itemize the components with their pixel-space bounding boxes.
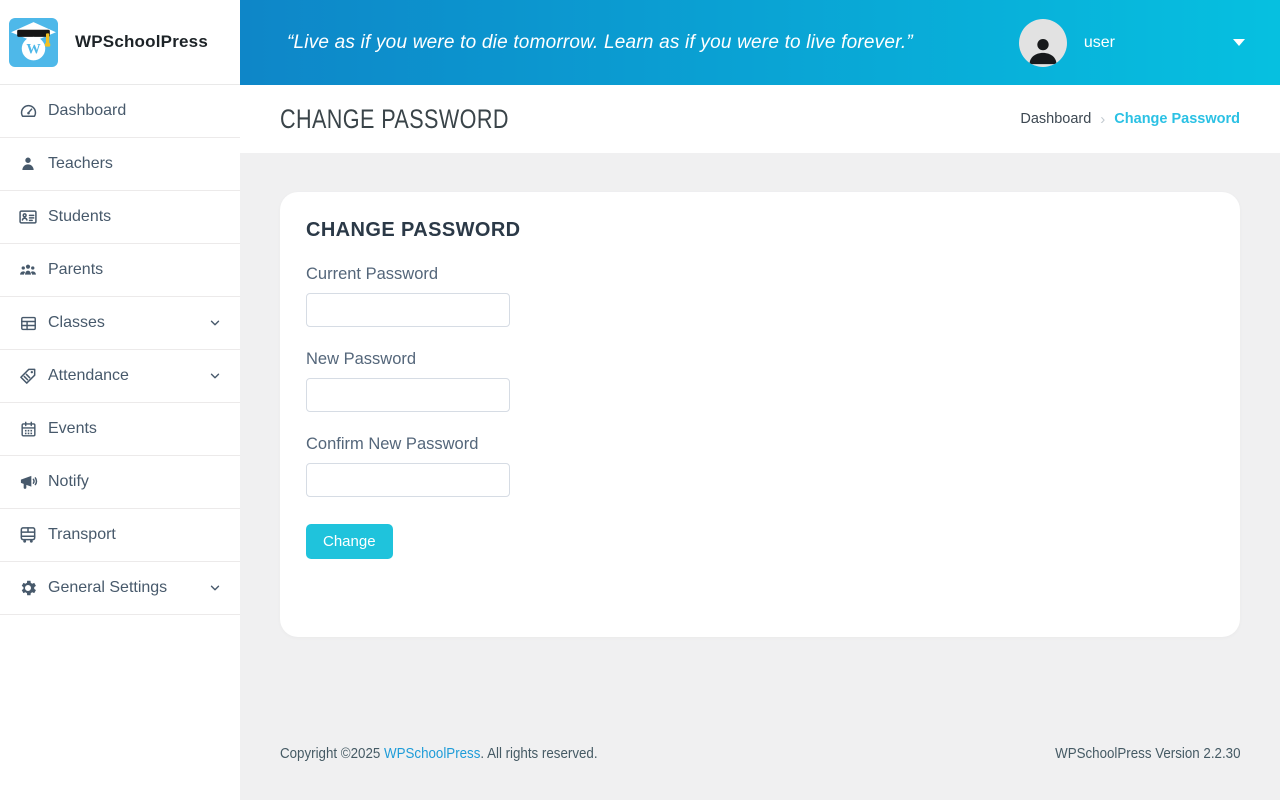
user-menu[interactable] [1019,19,1245,67]
sidebar-item-events[interactable] [0,403,240,456]
sidebar-item-label: Transport [48,526,116,543]
chevron-down-icon [208,316,222,330]
sidebar-item-classes[interactable] [0,297,240,350]
sidebar-item-label: General Settings [48,579,168,596]
sidebar-item-label: Dashboard [48,102,127,119]
caret-down-icon[interactable] [1233,39,1245,46]
version-text: WPSchoolPress Version 2.2.30 [1054,746,1240,762]
main-area [240,0,1280,800]
motivational-quote: “Live as if you were to die tomorrow. Learn as if you were to live forever.” [287,31,913,53]
events-icon [18,419,38,439]
copyright-suffix: . All rights reserved. [480,746,598,762]
page-header [240,85,1280,153]
sidebar-item-notify[interactable] [0,456,240,509]
confirm-new-password-field[interactable] [306,463,510,497]
copyright-text [280,746,598,762]
sidebar-item-teachers[interactable] [0,138,240,191]
transport-icon [18,525,38,545]
topbar [240,0,1280,85]
sidebar [0,0,240,800]
svg-text:W: W [26,41,41,58]
change-password-card [280,192,1240,637]
page-title: CHANGE PASSWORD [280,103,509,134]
current-password-field[interactable] [306,293,510,327]
chevron-right-icon: › [1100,110,1106,128]
notify-icon [18,472,38,492]
breadcrumb-dashboard-link[interactable]: Dashboard [1020,111,1092,127]
sidebar-item-label: Notify [48,473,89,490]
confirm-new-password-group [306,435,1214,497]
parents-icon [18,260,38,280]
breadcrumb [1020,111,1240,128]
students-icon [18,207,38,227]
current-password-group [306,265,1214,327]
chevron-down-icon [208,581,222,595]
attendance-icon [18,366,38,386]
content-area [240,153,1280,800]
dashboard-icon [18,101,38,121]
current-password-label: Current Password [306,265,439,283]
chevron-down-icon [208,369,222,383]
footer [240,746,1280,762]
sidebar-item-transport[interactable] [0,509,240,562]
new-password-label: New Password [306,350,417,368]
sidebar-item-label: Teachers [48,155,113,172]
avatar[interactable] [1019,19,1067,67]
change-button[interactable]: Change [306,524,393,559]
classes-icon [18,313,38,333]
teachers-icon [18,154,38,174]
sidebar-item-label: Events [48,420,97,437]
sidebar-item-attendance[interactable] [0,350,240,403]
confirm-new-password-label: Confirm New Password [306,435,479,453]
copyright-prefix: Copyright ©2025 [280,746,385,762]
sidebar-item-parents[interactable] [0,244,240,297]
sidebar-item-dashboard[interactable] [0,85,240,138]
new-password-group [306,350,1214,412]
new-password-field[interactable] [306,378,510,412]
wpschoolpress-logo-icon [9,18,58,67]
brand-name: WPSchoolPress [75,32,208,51]
username: user [1083,33,1115,51]
gear-icon [18,578,38,598]
sidebar-item-students[interactable] [0,191,240,244]
sidebar-item-label: Parents [48,261,104,278]
wpschoolpress-link[interactable]: WPSchoolPress [384,746,481,762]
card-title: CHANGE PASSWORD [306,219,521,241]
sidebar-item-label: Classes [48,314,105,331]
sidebar-item-label: Students [48,208,112,225]
breadcrumb-current: Change Password [1114,111,1240,127]
sidebar-item-general-settings[interactable] [0,562,240,615]
brand[interactable] [0,0,240,85]
sidebar-item-label: Attendance [48,367,129,384]
